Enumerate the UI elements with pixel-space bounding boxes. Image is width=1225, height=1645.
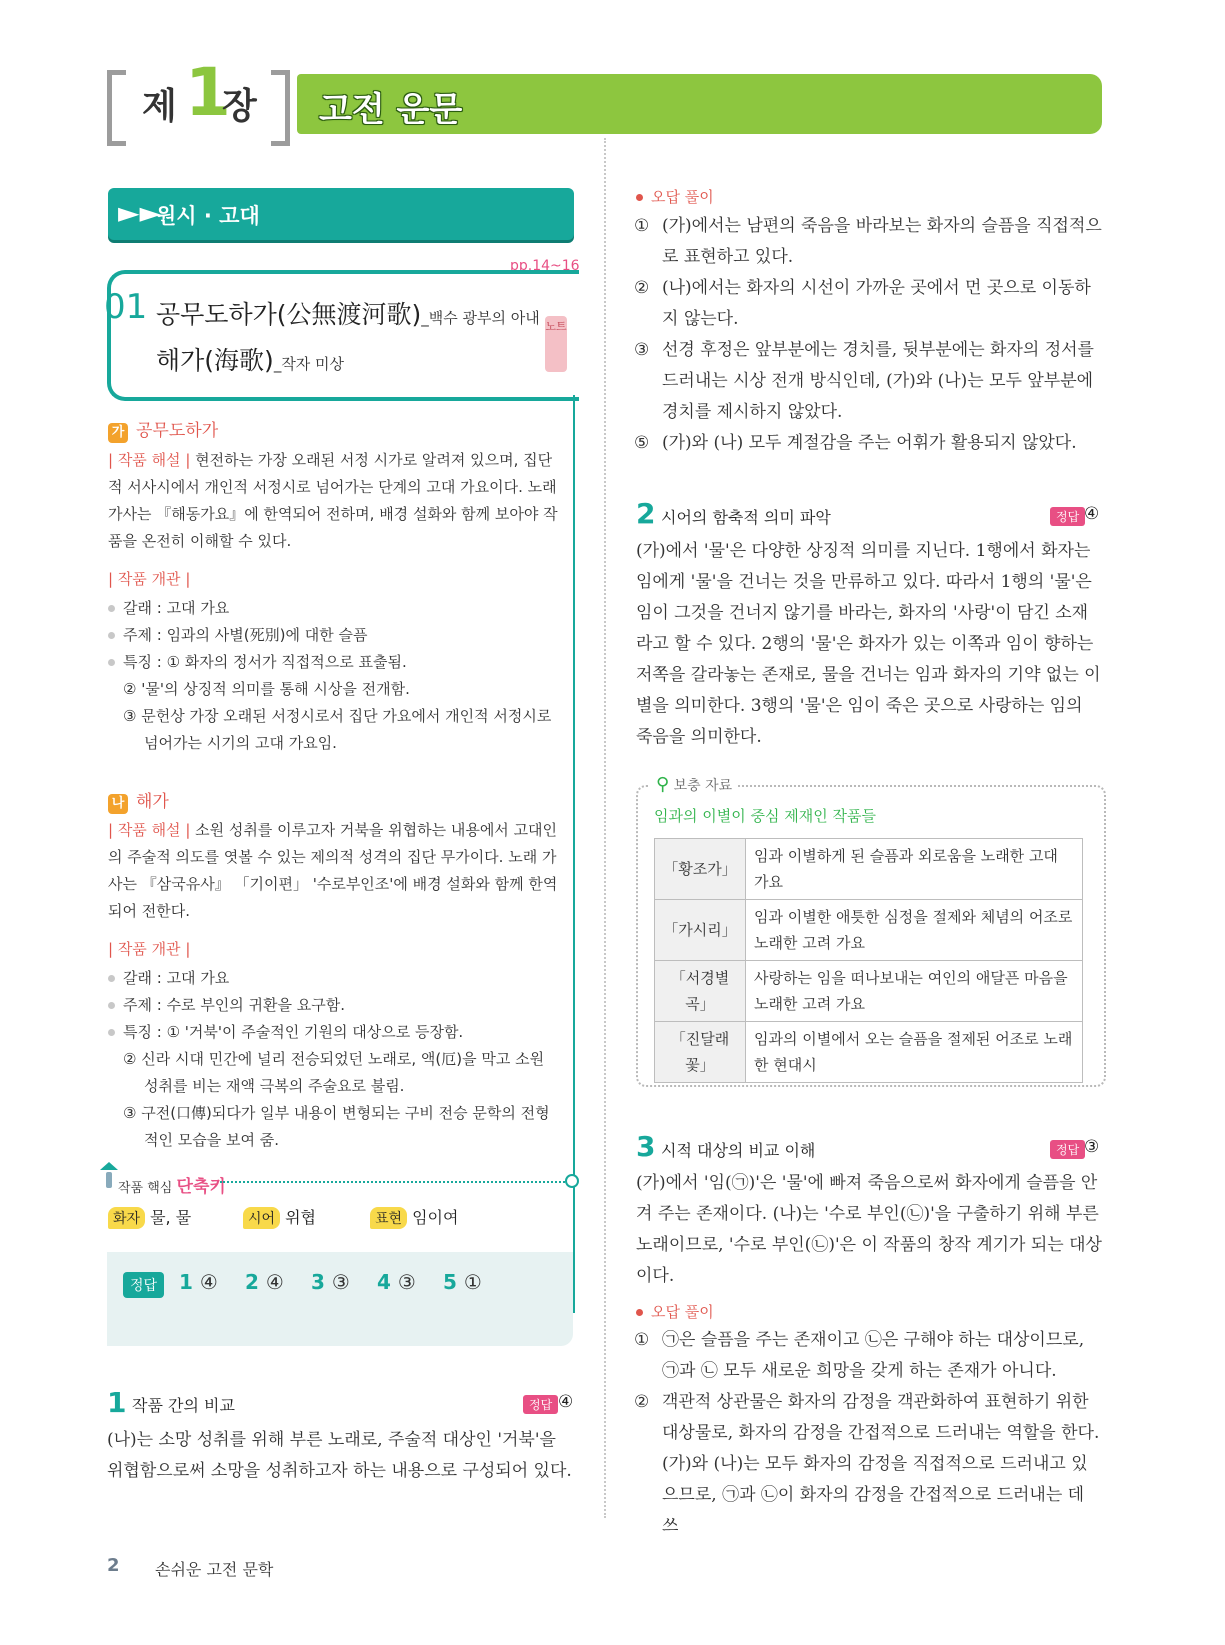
key-circle-icon — [565, 1174, 579, 1188]
magnifier-icon: ⚲ — [656, 774, 670, 795]
part-a-overview-label: | 작품 개관 | — [108, 570, 191, 588]
part-a-title: 공무도하가 — [136, 421, 219, 441]
answer-item — [179, 1270, 218, 1294]
answer-badge: 정답 — [1050, 507, 1085, 526]
heading-text: 오답 풀이 — [651, 1303, 714, 1321]
question-1-body: (나)는 소망 성취를 위해 부른 노래로, 주술적 대상인 '거북'을 위협함으로써 소망을 성취하고자 하는 내용으로 구성되어 있다. — [107, 1430, 572, 1481]
key-label-red: 단축키 — [176, 1177, 226, 1197]
answer-choice: ③ — [331, 1270, 350, 1294]
work-title-2 — [156, 341, 344, 377]
table-row — [655, 900, 1083, 961]
question-2-answer: ④ — [1084, 504, 1100, 524]
item-marker: ② — [634, 278, 650, 298]
answer-item — [443, 1270, 482, 1294]
list-item: ② '물'의 상징적 의미를 통해 시상을 전개함. — [123, 680, 410, 698]
keyword-text: 물, 물 — [150, 1208, 192, 1227]
answer-box — [107, 1252, 573, 1346]
item-text: (가)에서는 남편의 죽음을 바라보는 화자의 슬픔을 직접적으로 표현하고 있다. — [662, 216, 1102, 267]
table-cell-desc: 사랑하는 임을 떠나보내는 여인의 애달픈 마음을 노래한 고려 가요 — [746, 961, 1083, 1022]
chapter-title-bar — [297, 74, 1102, 134]
commentary-label: | 작품 해설 | — [108, 451, 191, 469]
bullet-icon — [108, 632, 115, 639]
list-item: 성취를 비는 재액 극복의 주술요로 불림. — [144, 1077, 405, 1095]
page-reference: pp.14~16 — [510, 258, 580, 274]
answer-choice: ④ — [265, 1270, 284, 1294]
work-title-2-text: 해가(海歌) — [156, 346, 274, 375]
keyword-item — [243, 1205, 316, 1229]
section-title: 원시 · 고대 — [156, 204, 260, 228]
heading-text: 오답 풀이 — [651, 188, 714, 206]
item-marker: ② — [634, 1392, 650, 1412]
list-item: ③ 문헌상 가장 오래된 서정시로서 집단 가요에서 개인적 서정시로 — [123, 707, 552, 725]
part-b-title: 해가 — [136, 792, 169, 812]
list-item: 적인 모습을 보여 줌. — [144, 1131, 279, 1149]
bullet-icon — [636, 194, 643, 201]
table-cell-desc: 임과 이별하게 된 슬픔과 외로움을 노래한 고대 가요 — [746, 839, 1083, 900]
item-text: 객관적 상관물은 화자의 감정을 객관화하여 표현하기 위한 대상물로, 화자의 감정을 간접적으로 드러내는 역할을 한다. (가)와 (나)는 모두 화자의 감정을 직접적으로 드러내고 있으므로, ㉠과 ㉡이 화자의 감정을 간접적으로 드러내는 데 쓰 — [662, 1392, 1100, 1536]
question-3-title: 시적 대상의 비교 이해 — [661, 1141, 816, 1160]
part-a-heading — [108, 416, 218, 443]
answer-item — [377, 1270, 416, 1294]
item-text: ㉠은 슬픔을 주는 존재이고 ㉡은 구해야 하는 대상이므로, ㉠과 ㉡ 모두 새로운 희망을 갖게 하는 존재가 아니다. — [662, 1330, 1085, 1381]
table-cell-name: 「진달래꽃」 — [655, 1022, 746, 1083]
wrong-answer-item — [634, 211, 1102, 273]
item-marker: ⑤ — [634, 433, 650, 453]
work-author-2: _작자 미상 — [273, 355, 345, 373]
bullet-icon — [108, 1029, 115, 1036]
question-1-title: 작품 간의 비교 — [132, 1396, 235, 1415]
list-item-text: 특징 : ① 화자의 정서가 직접적으로 표출됨. — [123, 653, 407, 671]
item-text: (가)와 (나) 모두 계절감을 주는 어휘가 활용되지 않았다. — [662, 433, 1077, 453]
bullet-icon — [108, 975, 115, 982]
chapter-word-suffix: 장 — [222, 86, 257, 127]
list-item — [108, 597, 229, 618]
list-item — [108, 967, 229, 988]
question-3-answer: ③ — [1084, 1137, 1100, 1157]
keyword-tag: 화자 — [108, 1207, 145, 1229]
answer-number: 4 — [377, 1270, 391, 1294]
bullet-icon — [636, 1309, 643, 1316]
table-cell-name: 「황조가」 — [655, 839, 746, 900]
keyword-item — [370, 1205, 458, 1229]
question-3-body: (가)에서 '임(㉠)'은 '물'에 빠져 죽음으로써 화자에게 슬픔을 안겨 주는 존재이다. (나)는 '수로 부인(㉡)'을 구출하기 위해 부른 노래이므로, '수로 부인(㉡)'은 이 작품의 창작 계기가 되는 대상이다. — [636, 1173, 1102, 1286]
keyword-tag: 표현 — [370, 1207, 407, 1229]
answer-badge: 정답 — [523, 1395, 558, 1414]
answer-number: 5 — [443, 1270, 457, 1294]
item-marker: ① — [634, 216, 650, 236]
keyword-text: 위협 — [285, 1208, 316, 1227]
question-1-answer: ④ — [558, 1392, 574, 1412]
double-arrow-icon: ►► — [118, 196, 162, 229]
page-number: 2 — [107, 1555, 120, 1576]
commentary-text: 소원 성취를 이루고자 거북을 위협하는 내용에서 고대인의 주술적 의도를 엿볼 수 있는 제의적 성격의 집단 무가이다. 노래 가사는 『삼국유사』 「기이편」 '수로부인조'에 배경 설화와 함께 한역되어 전한다. — [108, 821, 558, 920]
table-cell-name: 「가시리」 — [655, 900, 746, 961]
bullet-icon — [108, 605, 115, 612]
answer-badge: 정답 — [1050, 1140, 1085, 1159]
table-cell-desc: 임과 이별한 애틋한 심정을 절제와 체념의 어조로 노래한 고려 가요 — [746, 900, 1083, 961]
question-3-number: 3 — [636, 1130, 656, 1163]
table-row — [655, 839, 1083, 900]
table-cell-desc: 임과의 이별에서 오는 슬픔을 절제된 어조로 노래한 현대시 — [746, 1022, 1083, 1083]
key-dotted-line — [220, 1181, 565, 1183]
part-a-badge: 가 — [108, 423, 128, 443]
work-number: 01 — [104, 287, 148, 327]
list-item: ② 신라 시대 민간에 널리 전승되었던 노래로, 액(厄)을 막고 소원 — [123, 1050, 545, 1068]
answer-item — [245, 1270, 284, 1294]
answer-item — [311, 1270, 350, 1294]
keyword-text: 임이여 — [412, 1208, 459, 1227]
list-item-text: 주제 : 임과의 사별(死別)에 대한 슬픔 — [123, 626, 368, 644]
answer-number: 2 — [245, 1270, 259, 1294]
item-text: 선경 후정은 앞부분에는 경치를, 뒷부분에는 화자의 정서를 드러내는 시상 전개 방식인데, (가)와 (나)는 모두 앞부분에 경치를 제시하지 않았다. — [662, 340, 1094, 422]
list-item: ③ 구전(口傳)되다가 일부 내용이 변형되는 구비 전승 문학의 전형 — [123, 1104, 550, 1122]
question-1-number: 1 — [107, 1386, 127, 1419]
work-title-1 — [156, 295, 540, 331]
book-title: 손쉬운 고전 문학 — [155, 1560, 274, 1579]
list-item: 넘어가는 시기의 고대 가요임. — [144, 734, 337, 752]
list-item — [108, 624, 367, 645]
wrong-answer-item — [634, 273, 1102, 335]
list-item-text: 갈래 : 고대 가요 — [123, 969, 230, 987]
list-item — [108, 994, 345, 1015]
lamp-icon — [98, 1160, 120, 1192]
part-b-badge: 나 — [108, 794, 128, 814]
chapter-bracket-right — [271, 70, 290, 146]
commentary-label: | 작품 해설 | — [108, 821, 191, 839]
list-item-text: 갈래 : 고대 가요 — [123, 599, 230, 617]
question-2-number: 2 — [636, 497, 656, 530]
key-label — [118, 1172, 226, 1197]
answer-number: 3 — [311, 1270, 325, 1294]
part-b-heading — [108, 787, 169, 814]
table-row — [655, 961, 1083, 1022]
column-divider — [604, 138, 606, 1518]
answer-choice: ① — [463, 1270, 482, 1294]
keyword-tag: 시어 — [243, 1207, 280, 1229]
answer-choice: ④ — [199, 1270, 218, 1294]
work-title-1-text: 공무도하가(公無渡河歌) — [156, 300, 422, 329]
bullet-icon — [108, 659, 115, 666]
key-label-text: 작품 핵심 — [118, 1181, 173, 1196]
chapter-title: 고전 운문 — [319, 90, 463, 130]
wrong-answer-item — [634, 1325, 1102, 1387]
reference-heading — [650, 774, 738, 795]
list-item — [108, 1021, 463, 1042]
bookmark-tag-icon: 노트 — [545, 316, 567, 372]
wrong-answer-item — [634, 428, 1102, 459]
commentary-text: 현전하는 가장 오래된 서정 시가로 알려져 있으며, 집단적 서사시에서 개인적 서정시로 넘어가는 단계의 고대 가요이다. 노래 가사는 『해동가요』에 한역되어 전하며, 배경 설화와 함께 보아야 작품을 온전히 이해할 수 있다. — [108, 451, 558, 550]
item-marker: ③ — [634, 340, 650, 360]
reference-heading-text: 보충 자료 — [673, 778, 733, 794]
part-a-commentary — [108, 447, 558, 555]
wrong-answer-heading — [636, 1301, 714, 1322]
list-item-text: 특징 : ① '거북'이 주술적인 기원의 대상으로 등장함. — [123, 1023, 464, 1041]
bullet-icon — [108, 1002, 115, 1009]
list-item-text: 주제 : 수로 부인의 귀환을 요구함. — [123, 996, 346, 1014]
chapter-number: 1 — [185, 54, 231, 131]
answer-badge: 정답 — [123, 1272, 164, 1298]
answer-number: 1 — [179, 1270, 193, 1294]
wrong-answer-item — [634, 335, 1102, 428]
table-row — [655, 1022, 1083, 1083]
list-item — [108, 651, 407, 672]
reference-table — [654, 838, 1083, 1083]
question-2-title: 시어의 함축적 의미 파악 — [661, 508, 831, 527]
chapter-bracket-left — [107, 70, 126, 146]
question-2-body: (가)에서 '물'은 다양한 상징적 의미를 지닌다. 1행에서 화자는 임에게 '물'을 건너는 것을 만류하고 있다. 따라서 1행의 '물'은 임이 그것을 건너지 않기를 바라는, 화자의 '사랑'이 담긴 소재라고 할 수 있다. 2행의 '물'은 화자가 있는 이쪽과 임이 향하는 저쪽을 갈라놓는 존재로, 물을 건너는 임과 화자의 기약 없는 이별을 의미한다. 3행의 '물'은 임이 죽은 곳으로 사랑하는 임의 죽음을 의미한다. — [636, 541, 1101, 747]
wrong-answer-heading — [636, 186, 714, 207]
work-title-box — [107, 270, 579, 401]
item-marker: ① — [634, 1330, 650, 1350]
chapter-word: 제 — [142, 86, 177, 127]
wrong-answer-item — [634, 1387, 1102, 1542]
table-cell-name: 「서경별곡」 — [655, 961, 746, 1022]
part-b-commentary — [108, 817, 558, 925]
answer-choice: ③ — [397, 1270, 416, 1294]
item-text: (나)에서는 화자의 시선이 가까운 곳에서 먼 곳으로 이동하지 않는다. — [662, 278, 1091, 329]
part-b-overview-label: | 작품 개관 | — [108, 940, 191, 958]
work-author-1: _백수 광부의 아내 — [421, 309, 540, 327]
reference-subtitle: 임과의 이별이 중심 제재인 작품들 — [654, 807, 876, 825]
keyword-item — [108, 1205, 191, 1229]
section-bar — [108, 188, 574, 240]
